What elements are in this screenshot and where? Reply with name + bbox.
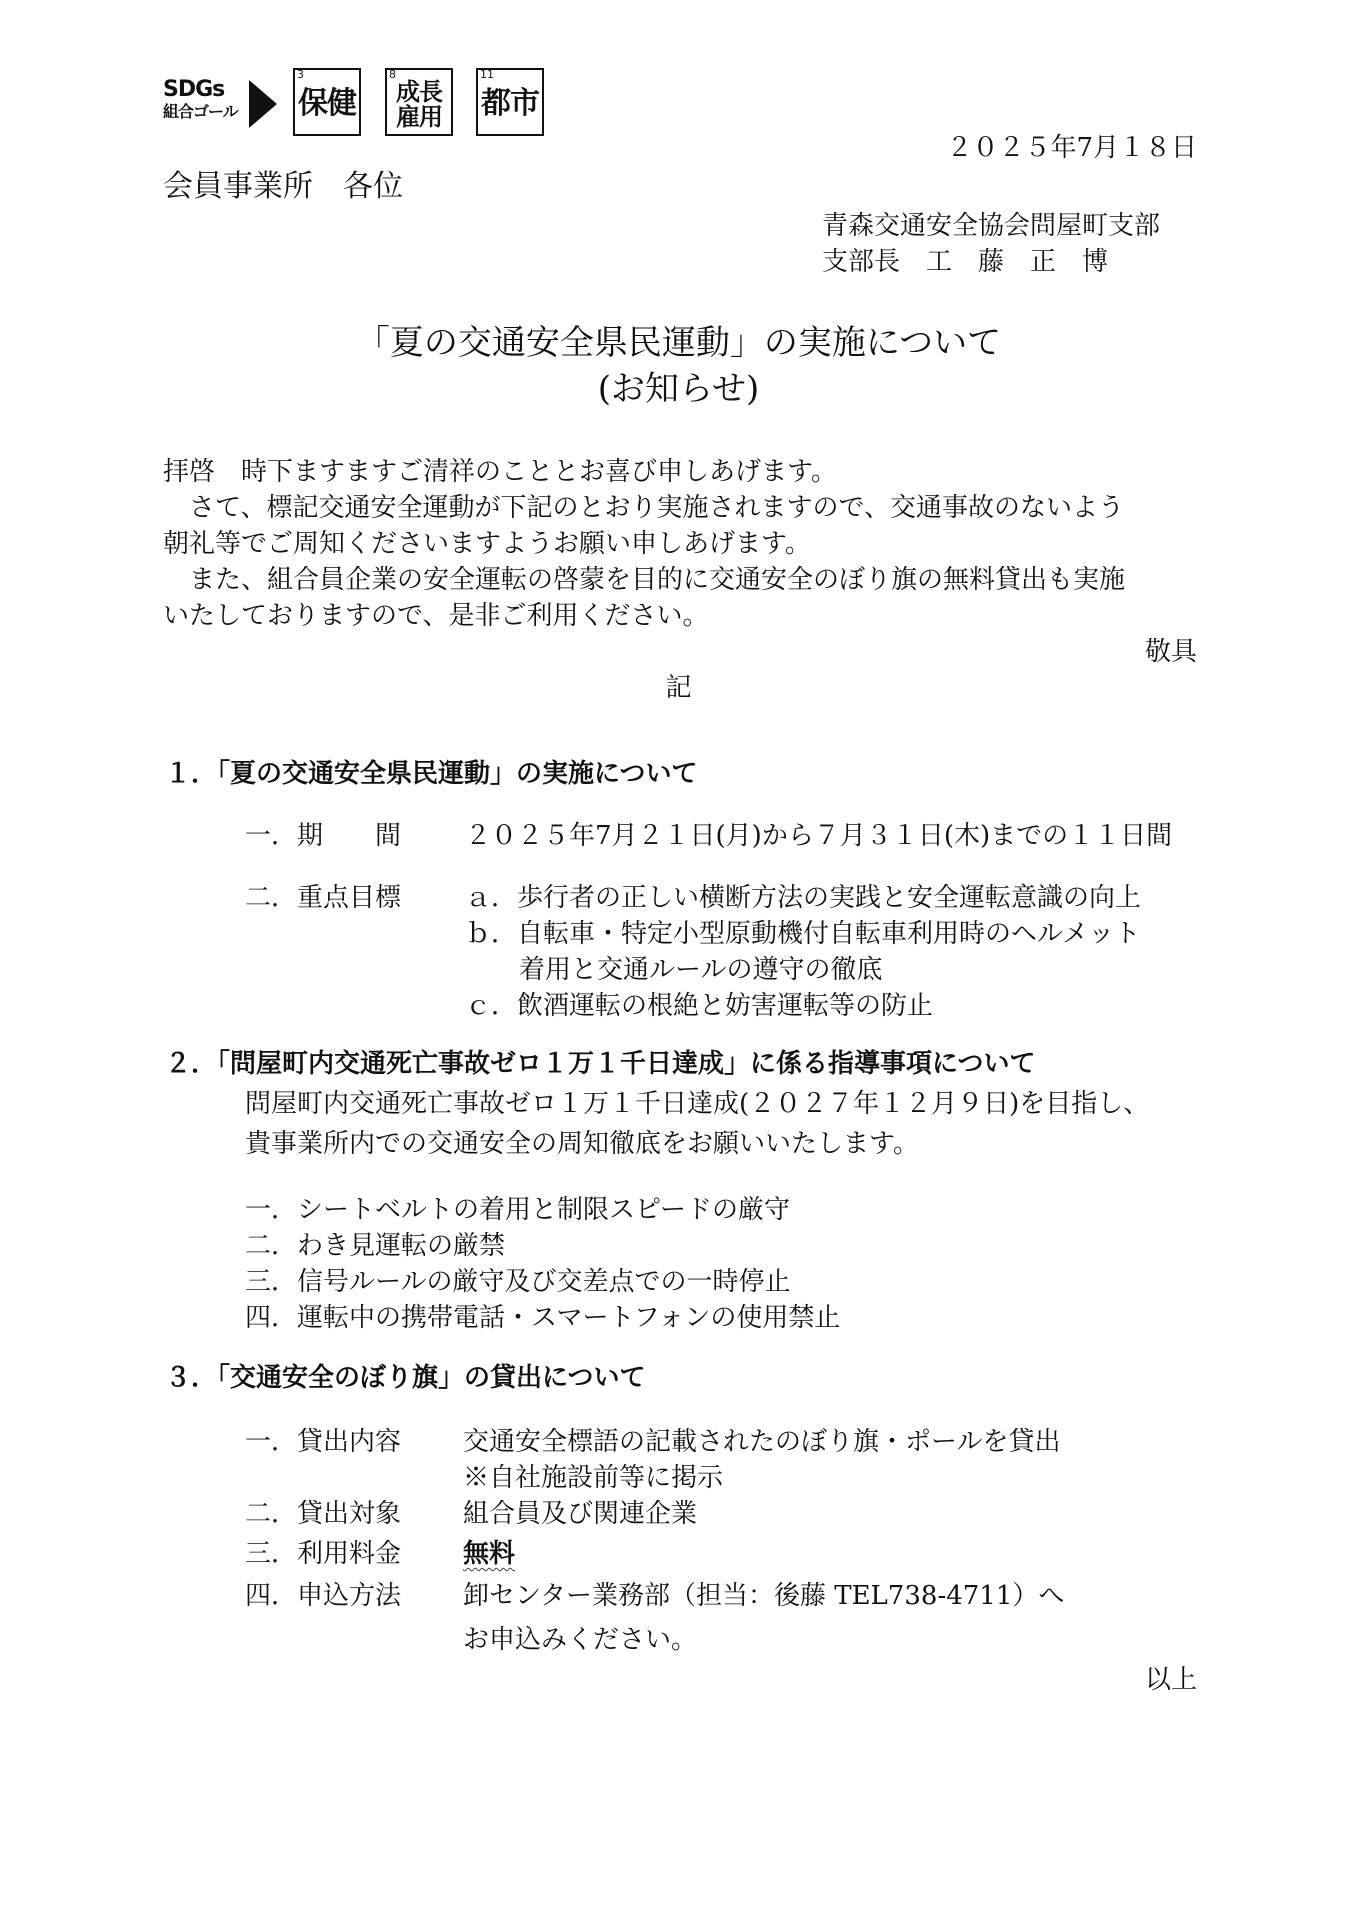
sdgs-logo-text: SDGs [163,77,225,102]
application-method-value: お申込みください。 [463,1625,698,1655]
usage-fee-value: 無料 [463,1539,516,1569]
application-method-label: 四．申込方法 [245,1581,402,1611]
section-2-body: 貴事業所内での交通安全の周知徹底をお願いいたします。 [245,1129,919,1159]
guidance-item: 一．シートベルトの着用と制限スピードの厳守 [245,1195,790,1225]
guidance-item: 三．信号ルールの厳守及び交差点での一時停止 [245,1267,791,1297]
guidance-item: 四．運転中の携帯電話・スマートフォンの使用禁止 [245,1303,841,1333]
ki-mark: 記 [665,673,692,703]
document-date: ２０２５年7月１８日 [946,133,1197,163]
period-value: ２０２５年7月２１日(月)から７月３１日(木)までの１１日間 [465,821,1173,851]
intro-paragraph: いたしておりますので、是非ご利用ください。 [163,601,709,631]
goal-number: 3 [297,68,304,81]
focus-goal-item-continued: 着用と交通ルールの遵守の徹底 [519,955,883,985]
sdgs-logo [163,78,243,122]
focus-goal-item: ｃ．飲酒運転の根絶と妨害運転等の防止 [465,991,934,1021]
period-label: 一．期 間 [245,821,402,851]
guidance-item: 二．わき見運転の厳禁 [245,1231,506,1261]
focus-goal-item: ａ．歩行者の正しい横断方法の実践と安全運転意識の向上 [465,883,1142,913]
application-method-value: 卸センター業務部（担当：後藤 TEL738-4711）へ [463,1581,1065,1611]
usage-fee-label: 三．利用料金 [245,1539,402,1569]
section-1-heading: １．「夏の交通安全県民運動」の実施について [165,759,698,789]
document-subtitle: (お知らせ) [597,369,760,409]
closing-keigu: 敬具 [1144,637,1197,667]
intro-paragraph: さて、標記交通安全運動が下記のとおり実施されますので、交通事故のないよう [163,493,1124,523]
goal-number: 11 [480,68,494,81]
focus-goals-label: 二．重点目標 [245,883,402,913]
intro-greeting: 拝啓 時下ますますご清祥のこととお喜び申しあげます。 [163,457,837,487]
sender-organization: 青森交通安全協会問屋町支部 [822,211,1161,241]
goal-label: 保健 [298,86,356,121]
sdgs-goal-badge [476,68,544,136]
goal-label: 都市 [481,86,539,121]
goal-label: 成長 雇用 [396,78,442,131]
lending-content-label: 一．貸出内容 [245,1427,402,1457]
document-title: 「夏の交通安全県民運動」の実施について [355,323,1002,363]
lending-target-label: 二．貸出対象 [245,1499,402,1529]
sender-name: 支部長 工 藤 正 博 [822,247,1109,277]
sdgs-goal-badge [385,68,453,136]
sdgs-logo-subtext: 組合ゴール [163,102,238,121]
focus-goal-item: ｂ．自転車・特定小型原動機付自転車利用時のヘルメット [465,919,1141,949]
goal-number: 8 [389,68,396,81]
arrow-right-icon [249,80,277,128]
sdgs-goal-badge [293,68,361,136]
intro-paragraph: 朝礼等でご周知くださいますようお願い申しあげます。 [163,529,811,559]
lending-content-value: 交通安全標語の記載されたのぼり旗・ポールを貸出 [463,1427,1061,1457]
intro-paragraph: また、組合員企業の安全運転の啓蒙を目的に交通安全のぼり旗の無料貸出も実施 [163,565,1126,595]
end-mark: 以上 [1144,1665,1197,1695]
section-2-heading: ２．「問屋町内交通死亡事故ゼロ１万１千日達成」に係る指導事項について [165,1049,1036,1079]
addressee: 会員事業所 各位 [163,169,403,204]
lending-target-value: 組合員及び関連企業 [463,1499,698,1529]
lending-content-note: ※自社施設前等に掲示 [463,1463,724,1493]
section-2-body: 問屋町内交通死亡事故ゼロ１万１千日達成(２０２７年１２月９日)を目指し、 [245,1089,1150,1119]
section-3-heading: ３．「交通安全のぼり旗」の貸出について [165,1363,646,1393]
